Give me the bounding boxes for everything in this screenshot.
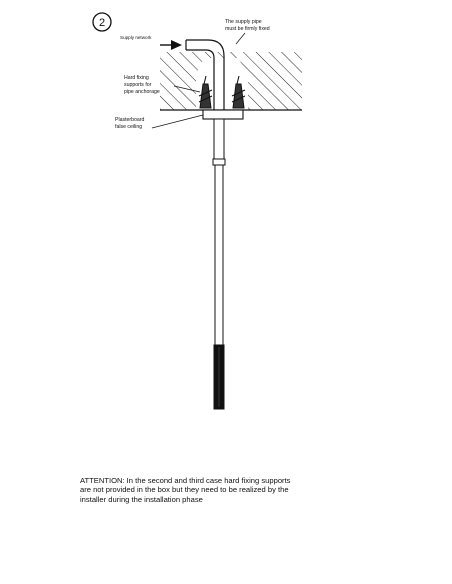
hard-fixing-line1: Hard fixing	[124, 75, 149, 81]
plasterboard-line2: false ceiling	[115, 124, 143, 130]
attention-note	[80, 476, 380, 504]
plasterboard-label	[115, 117, 145, 130]
pipe-fixed-line2: must be firmly fixed	[225, 26, 270, 32]
hard-fixing-label	[124, 75, 160, 95]
drop-tube	[213, 119, 225, 409]
pipe-fixed-line1: The supply pipe	[225, 19, 262, 25]
plasterboard-line1: Plasterboard	[115, 117, 145, 123]
pipe-fixed-note	[225, 19, 270, 32]
supply-network-label: Supply network	[120, 35, 152, 40]
step-circle-icon	[93, 13, 111, 31]
step-number: 2	[98, 17, 106, 29]
attention-line3: installer during the installation phase	[80, 494, 203, 504]
arrow-right-icon	[160, 40, 182, 50]
ceiling-slab	[160, 52, 302, 110]
attention-line2: are not provided in the box but they need to be realized by the	[80, 485, 289, 495]
ceiling-flange	[203, 110, 243, 119]
hard-fixing-line2: supports for	[124, 82, 152, 88]
attention-line1: ATTENTION: In the second and third case hard fixing supports	[80, 476, 291, 485]
hard-fixing-line3: pipe anchorage	[124, 89, 160, 95]
